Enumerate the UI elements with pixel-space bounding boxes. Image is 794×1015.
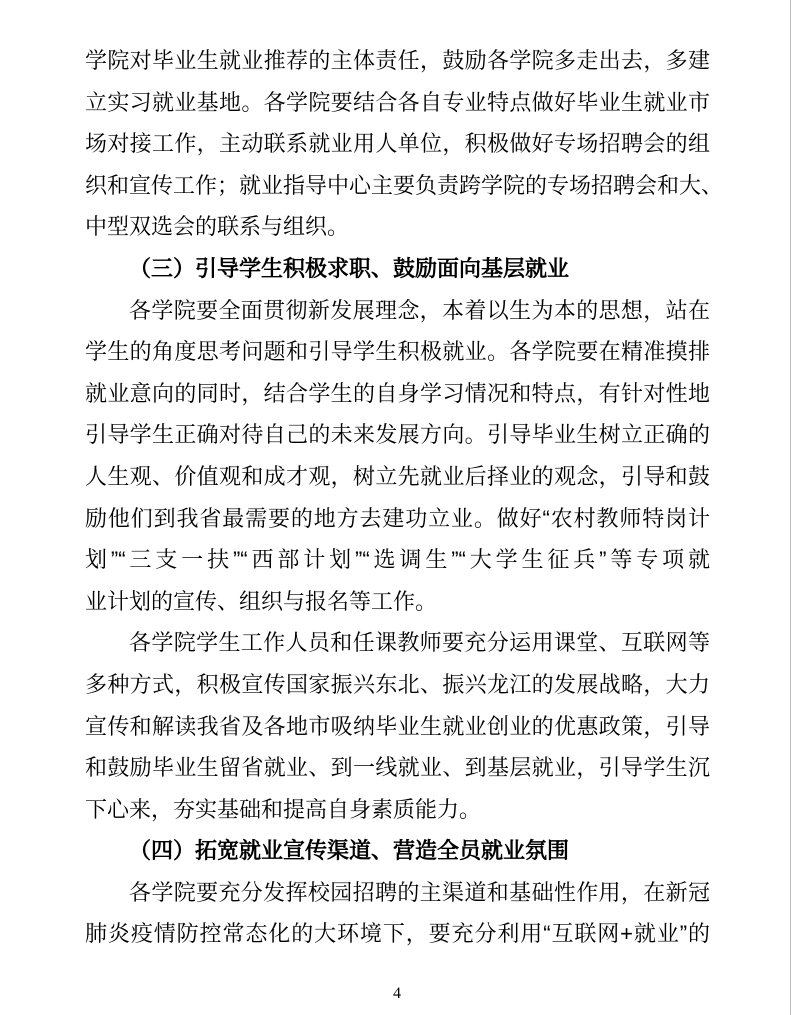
page-number: 4 — [393, 985, 401, 1002]
body-line: 就业意向的同时，结合学生的自身学习情况和特点，有针对性地 — [85, 380, 710, 406]
body-line: 立实习就业基地。各学院要结合各自专业特点做好毕业生就业市 — [85, 89, 710, 115]
document-body — [85, 40, 724, 955]
body-line: 和鼓励毕业生留省就业、到一线就业、到基层就业，引导学生沉 — [85, 755, 710, 781]
section-heading-4: （四）拓宽就业宣传渠道、营造全员就业氛围 — [129, 838, 570, 864]
body-line: 肺炎疫情防控常态化的大环境下，要充分利用“互联网+就业”的 — [85, 921, 710, 947]
body-line: 划”“三支一扶”“西部计划”“选调生”“大学生征兵”等专项就 — [85, 547, 710, 573]
body-line: 场对接工作，主动联系就业用人单位，积极做好专场招聘会的组 — [85, 131, 710, 157]
page-edge-divider — [790, 0, 791, 1015]
body-line: 宣传和解读我省及各地市吸纳毕业生就业创业的优惠政策，引导 — [85, 713, 710, 739]
body-line: 学院对毕业生就业推荐的主体责任，鼓励各学院多走出去，多建 — [85, 48, 710, 73]
body-line: 学生的角度思考问题和引导学生积极就业。各学院要在精准摸排 — [85, 339, 710, 365]
body-line: 织和宣传工作；就业指导中心主要负责跨学院的专场招聘会和大、 — [85, 172, 724, 198]
body-line: 各学院要充分发挥校园招聘的主渠道和基础性作用，在新冠 — [129, 879, 710, 905]
body-line: 引导学生正确对待自己的未来发展方向。引导毕业生树立正确的 — [85, 422, 710, 448]
section-heading-3: （三）引导学生积极求职、鼓励面向基层就业 — [129, 255, 570, 281]
body-line: 各学院学生工作人员和任课教师要充分运用课堂、互联网等 — [129, 630, 710, 656]
body-line: 中型双选会的联系与组织。 — [85, 214, 350, 240]
body-line: 多种方式，积极宣传国家振兴东北、振兴龙江的发展战略，大力 — [85, 671, 710, 697]
body-line: 励他们到我省最需要的地方去建功立业。做好“农村教师特岗计 — [85, 505, 710, 531]
body-line: 业计划的宣传、组织与报名等工作。 — [85, 588, 438, 614]
body-line: 各学院要全面贯彻新发展理念，本着以生为本的思想，站在 — [129, 297, 710, 323]
body-line: 下心来，夯实基础和提高自身素质能力。 — [85, 796, 482, 822]
body-line: 人生观、价值观和成才观，树立先就业后择业的观念，引导和鼓 — [85, 463, 710, 489]
